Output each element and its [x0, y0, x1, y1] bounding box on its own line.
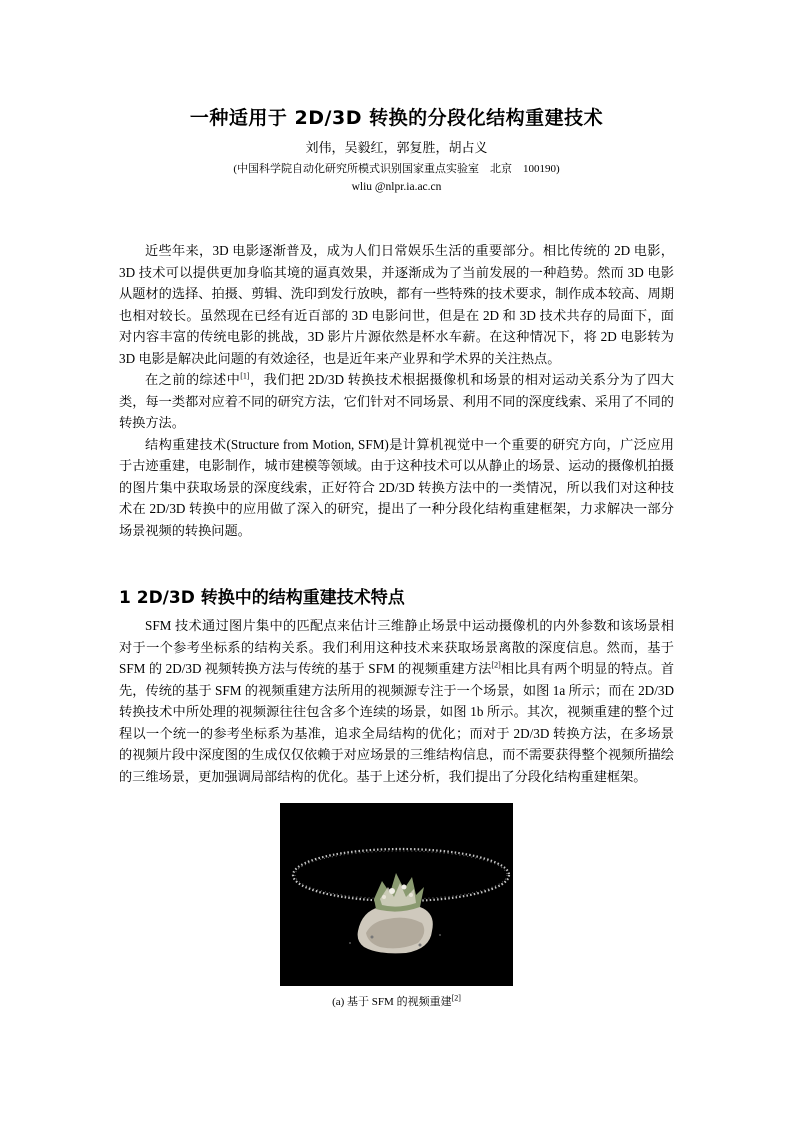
intro-p2-text-cont: ，我们把 2D/3D 转换技术根据摄像机和场景的相对运动关系分为了四大类，每一类都对应着不同的研究方法，它们针对不同场景、利用不同的深度线索、采用了不同的转换方法。: [119, 372, 674, 430]
figure-caption-text: (a) 基于 SFM 的视频重建: [332, 996, 452, 1008]
paper-title: 一种适用于 2D/3D 转换的分段化结构重建技术: [189, 107, 604, 129]
figure-caption: [0, 993, 793, 1009]
citation-ref-figure[interactable]: [2]: [451, 993, 461, 1003]
reconstruction-image: [280, 803, 513, 986]
citation-ref-1[interactable]: [1]: [240, 371, 250, 381]
section-1-text-cont: 相比具有两个明显的特点。首先，传统的基于 SFM 的视频重建方法所用的视频源专注于一个场景，如图 1a 所示；而在 2D/3D 转换技术中所处理的视频源往往包含多个连续的场景，如图 1b 所示。其次，视频重建的整个过程以一个统一的参考坐标系为基准，追求全局结构的优化；而对于 2D/3D 转换方法，在多场景的视频片段中深度图的生成仅仅依赖于对应场景的三维结构信息，而不需要获得整个视频所描绘的三维场景，更加强调局部结构的优化。基于上述分析，我们提出了分段化结构重建框架。: [119, 661, 675, 784]
intro-paragraph-1: 近些年来，3D 电影逐渐普及，成为人们日常娱乐生活的重要部分。相比传统的 2D 电影，3D 技术可以提供更加身临其境的逼真效果，并逐渐成为了当前发展的一种趋势。然而 3D 电影从题材的选择、拍摄、剪辑、洗印到发行放映，都有一些特殊的技术要求，制作成本较高、周期也相对较长。虽然现在已经有近百部的 3D 电影问世，但是在 2D 和 3D 技术共存的局面下，面对内容丰富的传统电影的挑战，3D 影片片源依然是杯水车薪。在这种情况下，将 2D 电影转为 3D 电影是解决此问题的有效途径，也是近年来产业界和学术界的关注热点。: [119, 243, 674, 366]
citation-ref-2[interactable]: [2]: [491, 660, 501, 670]
introduction: [119, 240, 674, 541]
section-1-body: [119, 615, 674, 787]
intro-paragraph-3: 结构重建技术(Structure from Motion, SFM)是计算机视觉中一个重要的研究方向，广泛应用于古迹重建，电影制作，城市建模等领域。由于这种技术可以从静止的场景、运动的摄像机拍摄的图片集中获取场景的深度线索，正好符合 2D/3D 转换方法中的一类情况，所以我们对这种技术在 2D/3D 转换中的应用做了深入的研究，提出了一种分段化结构重建框架，力求解决一部分场景视频的转换问题。: [119, 436, 674, 538]
section-1-heading: 1 2D/3D 转换中的结构重建技术特点: [119, 588, 405, 608]
paper-affiliation: (中国科学院自动化研究所模式识别国家重点实验室 北京 100190): [233, 163, 560, 175]
intro-p2-text: 在之前的综述中: [145, 372, 241, 387]
intro-paragraph-2: [119, 369, 674, 434]
section-1-paragraph: [119, 615, 674, 787]
figure-1a-sfm-reconstruction: [280, 803, 513, 986]
author-email: wliu @nlpr.ia.ac.cn: [351, 181, 442, 193]
paper-authors: 刘伟，吴毅红，郭复胜，胡占义: [305, 140, 488, 155]
section-1-text: SFM 技术通过图片集中的匹配点来估计三维静止场景中运动摄像机的内外参数和该场景相对于一个参考坐标系的结构关系。我们利用这种技术来获取场景离散的深度信息。然而，基于 SFM 的 2D/3D 视频转换方法与传统的基于 SFM 的视频重建方法: [119, 618, 674, 676]
